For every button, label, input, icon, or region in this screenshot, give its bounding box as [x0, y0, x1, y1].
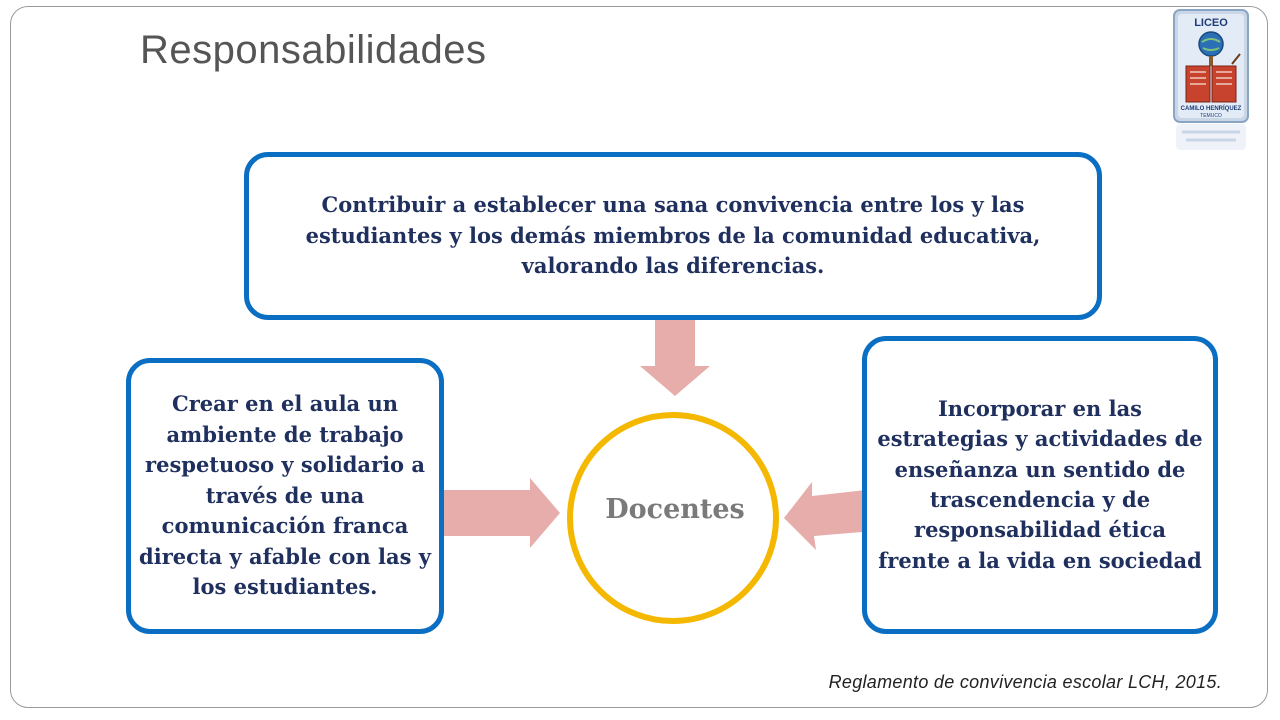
responsibility-box-left	[126, 358, 444, 634]
arrow-left-to-center	[428, 478, 560, 548]
slide-title: Responsabilidades	[140, 28, 487, 72]
arrow-top-to-center	[640, 318, 710, 396]
responsibility-text-left: Crear en el aula un ambiente de trabajo respetuoso y solidario a través de una comunicación franca directa y afable con las y los estudiantes.	[139, 391, 431, 600]
logo-city-text: TEMUCO	[1200, 113, 1222, 119]
responsibility-box-right	[862, 336, 1218, 634]
responsibility-text-top: Contribuir a establecer una sana convivencia entre los y las estudiantes y los demás miembros de la comunidad educativa, valorando las diferencias.	[305, 192, 1041, 279]
responsibility-box-top	[244, 152, 1102, 320]
logo-top-text: LICEO	[1194, 17, 1228, 29]
center-label-docentes: Docentes	[605, 494, 745, 525]
logo-bottom-text: CAMILO HENRÍQUEZ	[1180, 106, 1242, 112]
responsibility-text-right: Incorporar en las estrategias y actividades de enseñanza un sentido de trascendencia y de responsabilidad ética frente a la vida en sociedad	[877, 395, 1203, 573]
citation: Reglamento de convivencia escolar LCH, 2015.	[828, 672, 1222, 692]
